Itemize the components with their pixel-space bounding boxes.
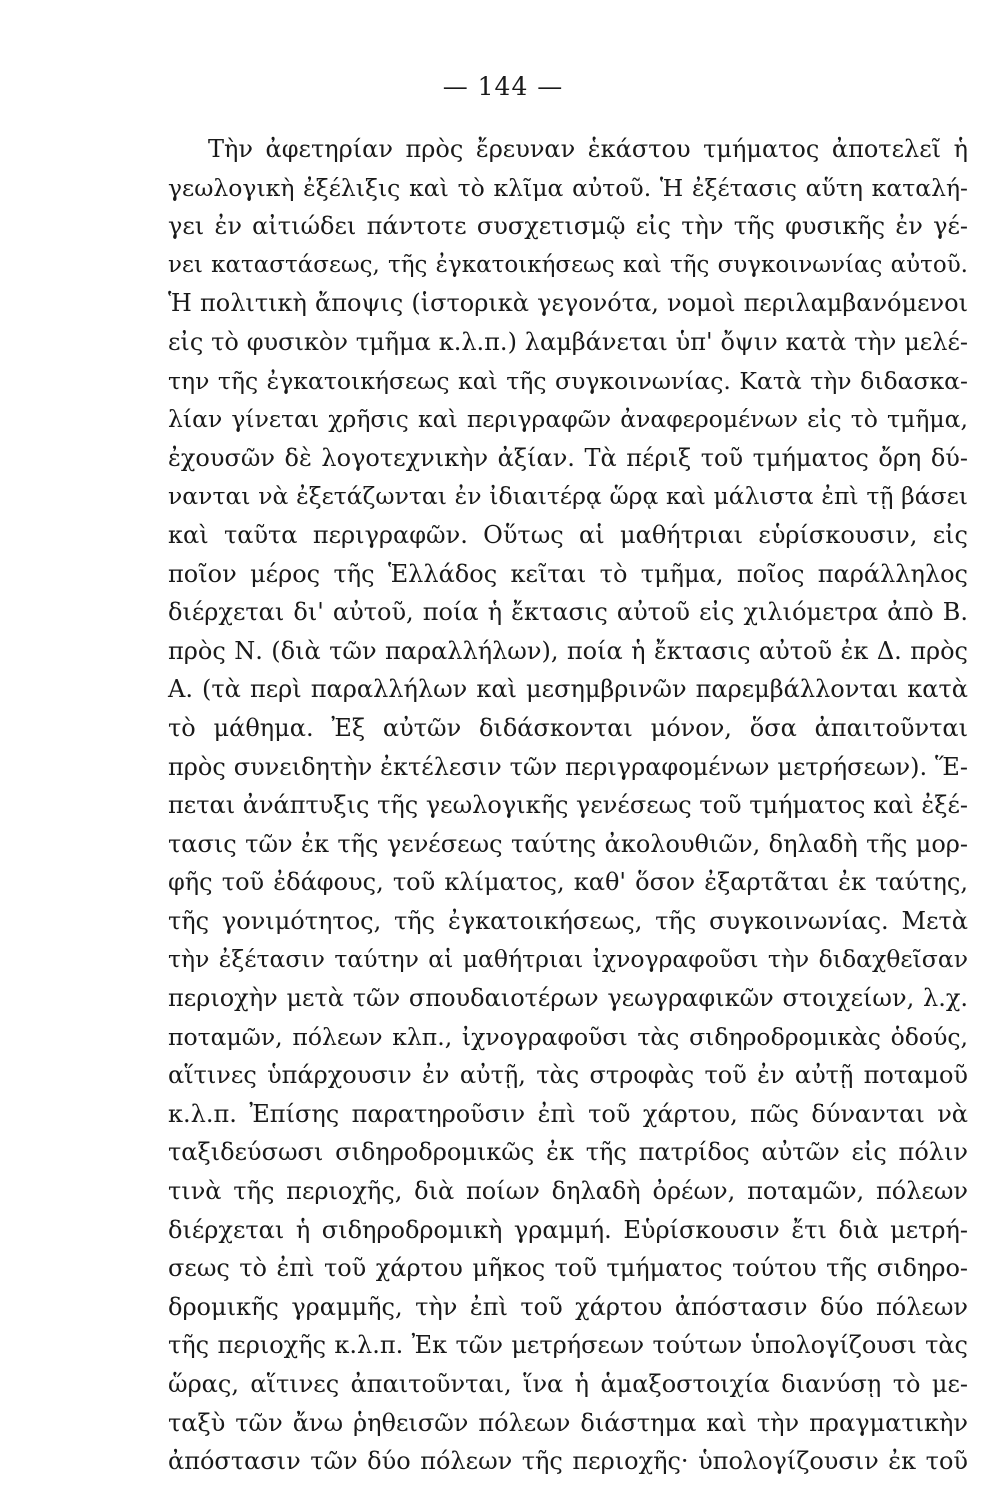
text-line: διέρχεται δι' αὐτοῦ, ποία ἡ ἔκτασις αὐτοῦ εἰς χιλιόμετρα ἀπὸ Β. <box>168 598 968 627</box>
text-line: ὥρας, αἵτινες ἀπαιτοῦνται, ἵνα ἡ ἁμαξοστοιχία διανύσῃ τὸ με- <box>168 1370 968 1398</box>
text-line: γει ἐν αἰτιώδει πάντοτε συσχετισμῷ εἰς τὴν τῆς φυσικῆς ἐν γέ- <box>168 212 968 241</box>
text-line: τῆς γονιμότητος, τῆς ἐγκατοικήσεως, τῆς συγκοινωνίας. Μετὰ <box>168 906 968 935</box>
text-line: διέρχεται ἡ σιδηροδρομικὴ γραμμή. Εὑρίσκουσιν ἔτι διὰ μετρή- <box>168 1215 968 1244</box>
text-line: ἐχουσῶν δὲ λογοτεχνικὴν ἀξίαν. Τὰ πέριξ τοῦ τμήματος ὄρη δύ- <box>168 443 968 472</box>
text-line: γεωλογικὴ ἐξέλιξις καὶ τὸ κλῖμα αὐτοῦ. Ἡ ἐξέτασις αὕτη καταλή- <box>168 173 968 202</box>
text-line: πεται ἀνάπτυξις τῆς γεωλογικῆς γενέσεως τοῦ τμήματος καὶ ἐξέ- <box>168 791 968 820</box>
text-line: δρομικῆς γραμμῆς, τὴν ἐπὶ τοῦ χάρτου ἀπόστασιν δύο πόλεων <box>168 1292 968 1321</box>
text-line: ἀπόστασιν τῶν δύο πόλεων τῆς περιοχῆς· ὑπολογίζουσιν ἐκ τοῦ <box>168 1447 968 1476</box>
text-line: λίαν γίνεται χρῆσις καὶ περιγραφῶν ἀναφερομένων εἰς τὸ τμῆμα, <box>168 405 968 434</box>
text-line: ταξὺ τῶν ἄνω ῥηθεισῶν πόλεων διάστημα καὶ τὴν πραγματικὴν <box>168 1408 968 1437</box>
text-line: περιοχὴν μετὰ τῶν σπουδαιοτέρων γεωγραφικῶν στοιχείων, λ.χ. <box>168 984 968 1013</box>
text-line: πρὸς Ν. (διὰ τῶν παραλλήλων), ποία ἡ ἔκτασις αὐτοῦ ἐκ Δ. πρὸς <box>168 636 968 665</box>
text-line: ταξιδεύσωσι σιδηροδρομικῶς ἐκ τῆς πατρίδος αὐτῶν εἰς πόλιν <box>168 1138 968 1167</box>
text-line: Τὴν ἀφετηρίαν πρὸς ἔρευναν ἑκάστου τμήματος ἀποτελεῖ ἡ <box>208 135 968 163</box>
text-line: καὶ ταῦτα περιγραφῶν. Οὕτως αἱ μαθήτριαι εὑρίσκουσιν, εἰς <box>168 520 968 549</box>
text-line: τὸ μάθημα. Ἐξ αὐτῶν διδάσκονται μόνον, ὅσα ἀπαιτοῦνται <box>168 713 968 742</box>
text-line: τινὰ τῆς περιοχῆς, διὰ ποίων δηλαδὴ ὀρέων, ποταμῶν, πόλεων <box>168 1177 968 1206</box>
text-line: φῆς τοῦ ἐδάφους, τοῦ κλίματος, καθ' ὅσον ἐξαρτᾶται ἐκ ταύτης, <box>168 868 968 897</box>
text-line: νει καταστάσεως, τῆς ἐγκατοικήσεως καὶ τῆς συγκοινωνίας αὐτοῦ. <box>168 251 968 278</box>
body-text <box>168 130 968 1481</box>
text-line: κ.λ.π. Ἐπίσης παρατηροῦσιν ἐπὶ τοῦ χάρτου, πῶς δύνανται νὰ <box>168 1099 968 1128</box>
text-line: εἰς τὸ φυσικὸν τμῆμα κ.λ.π.) λαμβάνεται ὑπ' ὄψιν κατὰ τὴν μελέ- <box>168 327 968 356</box>
text-line: Α. (τὰ περὶ παραλλήλων καὶ μεσημβρινῶν παρεμβάλλονται κατὰ <box>168 675 968 704</box>
text-line: σεως τὸ ἐπὶ τοῦ χάρτου μῆκος τοῦ τμήματος τούτου τῆς σιδηρο- <box>168 1254 968 1283</box>
page-number: — 144 — <box>442 72 564 101</box>
text-line: ποταμῶν, πόλεων κλπ., ἰχνογραφοῦσι τὰς σιδηροδρομικὰς ὁδούς, <box>168 1022 968 1051</box>
text-line: αἵτινες ὑπάρχουσιν ἐν αὐτῇ, τὰς στροφὰς τοῦ ἐν αὐτῇ ποταμοῦ <box>168 1061 968 1090</box>
text-line: ποῖον μέρος τῆς Ἑλλάδος κεῖται τὸ τμῆμα, ποῖος παράλληλος <box>168 559 968 588</box>
text-line: τὴν ἐξέτασιν ταύτην αἱ μαθήτριαι ἰχνογραφοῦσι τὴν διδαχθεῖσαν <box>168 945 968 974</box>
text-line: τῆς περιοχῆς κ.λ.π. Ἐκ τῶν μετρήσεων τούτων ὑπολογίζουσι τὰς <box>168 1331 968 1360</box>
text-line: νανται νὰ ἐξετάζωνται ἐν ἰδιαιτέρᾳ ὥρᾳ καὶ μάλιστα ἐπὶ τῇ βάσει <box>168 482 968 511</box>
text-line: πρὸς συνειδητὴν ἐκτέλεσιν τῶν περιγραφομένων μετρήσεων). Ἕ- <box>168 752 968 781</box>
text-line: Ἡ πολιτικὴ ἄποψις (ἱστορικὰ γεγονότα, νομοὶ περιλαμβανόμενοι <box>168 289 968 318</box>
text-line: τασις τῶν ἐκ τῆς γενέσεως ταύτης ἀκολουθιῶν, δηλαδὴ τῆς μορ- <box>168 829 968 858</box>
text-line: την τῆς ἐγκατοικήσεως καὶ τῆς συγκοινωνίας. Κατὰ τὴν διδασκα- <box>168 366 968 395</box>
